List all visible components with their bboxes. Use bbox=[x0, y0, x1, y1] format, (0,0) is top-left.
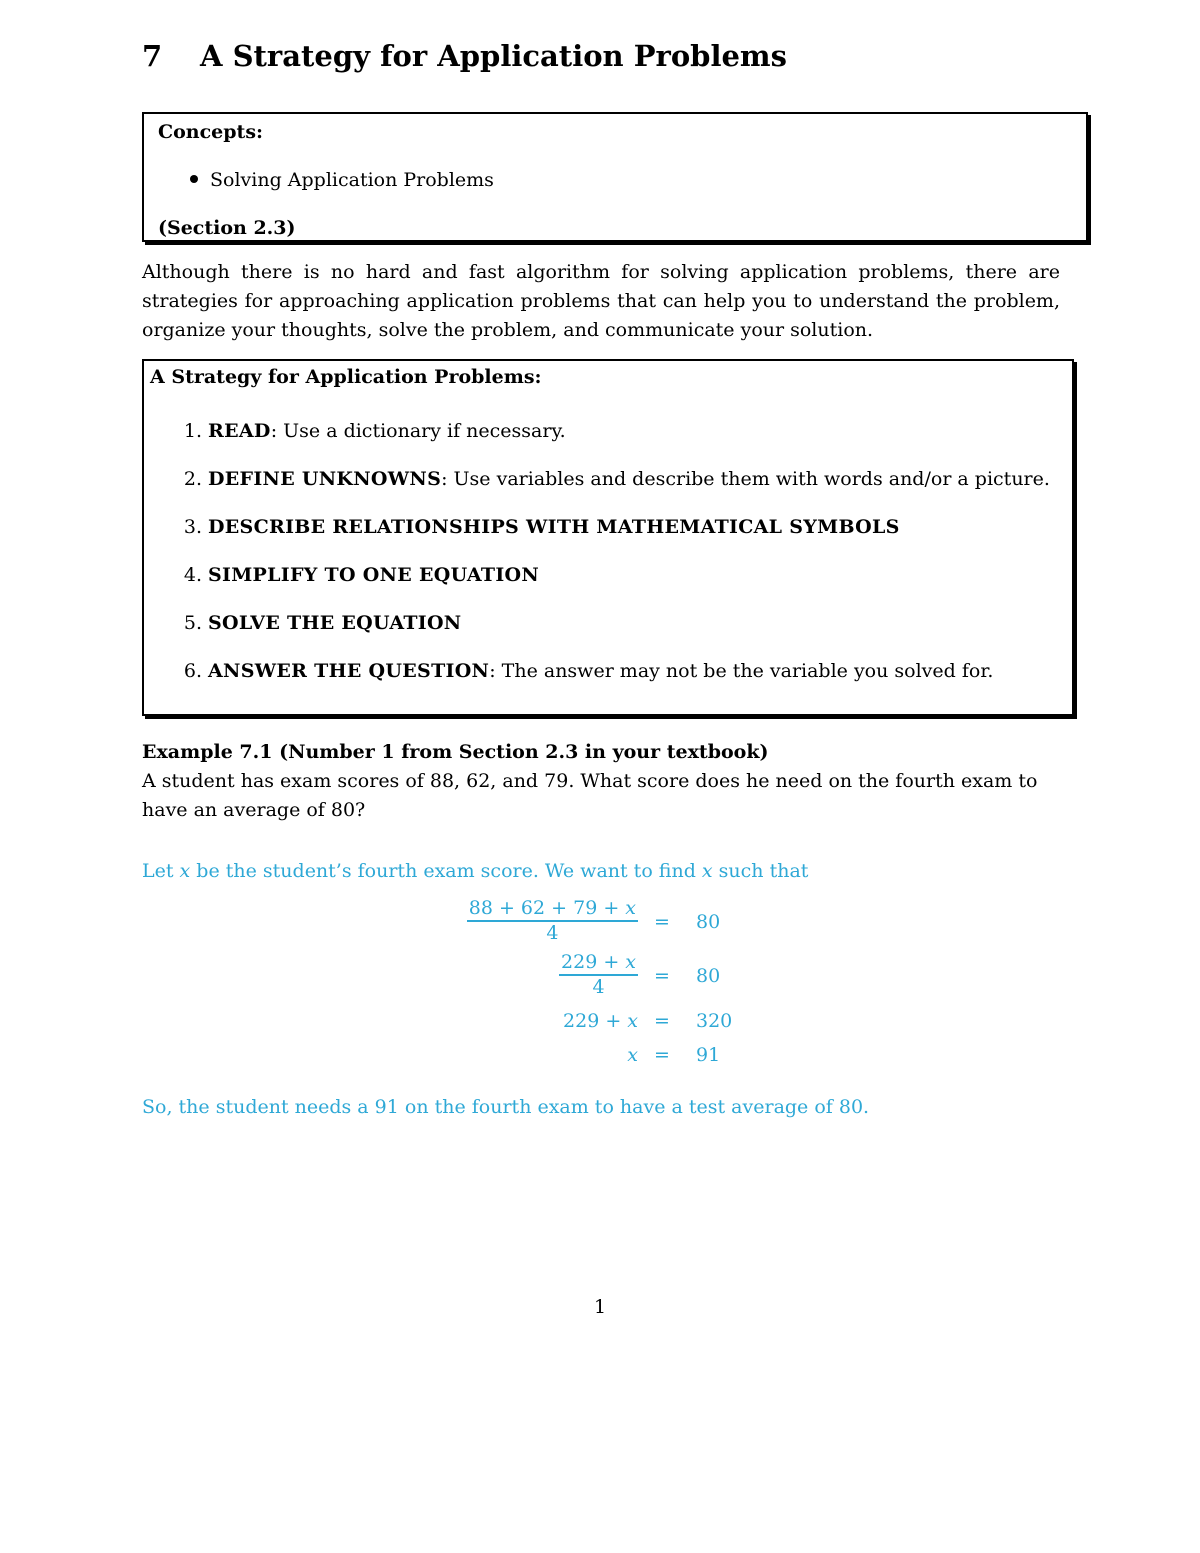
strategy-box bbox=[142, 359, 1074, 716]
equation-lhs bbox=[467, 896, 638, 944]
equation-rhs: 80 bbox=[696, 965, 721, 987]
step-body bbox=[208, 657, 1066, 685]
equation-block bbox=[468, 896, 768, 1072]
bullet-icon bbox=[190, 175, 198, 183]
equation-rhs: 91 bbox=[696, 1044, 721, 1066]
page-number: 1 bbox=[593, 1296, 607, 1318]
intro-paragraph: Although there is no hard and fast algorithm for solving application problems, there are strategies for approaching application problems that can help you to understand the problem, organize your thoughts, solve the problem, and communicate your solution. bbox=[142, 261, 1060, 341]
strategy-step bbox=[150, 513, 1066, 541]
step-number: 3. bbox=[183, 516, 202, 538]
lhs-var: x bbox=[627, 1044, 638, 1066]
equation-lhs bbox=[559, 950, 638, 998]
strategy-step bbox=[150, 609, 1066, 637]
step-label: READ bbox=[208, 420, 271, 442]
step-number: 4. bbox=[183, 564, 202, 586]
fraction-denominator: 4 bbox=[592, 976, 605, 998]
solution-intro-var2: x bbox=[701, 860, 713, 882]
step-separator: : bbox=[270, 420, 284, 442]
equation-rhs: 320 bbox=[696, 1010, 733, 1032]
step-body bbox=[208, 465, 1066, 493]
step-label: DEFINE UNKNOWNS bbox=[208, 468, 442, 490]
section-title: A Strategy for Application Problems bbox=[200, 39, 787, 73]
step-text: The answer may not be the variable you solved for. bbox=[501, 660, 994, 682]
concepts-box bbox=[142, 112, 1088, 242]
equation-row bbox=[468, 896, 768, 950]
strategy-step bbox=[150, 417, 1066, 445]
equation-rhs: 80 bbox=[696, 911, 721, 933]
step-label: SOLVE THE EQUATION bbox=[208, 612, 462, 634]
step-number: 1. bbox=[183, 420, 202, 442]
solution-intro-var: x bbox=[179, 860, 191, 882]
step-number: 6. bbox=[183, 660, 202, 682]
solution-intro-mid: be the student’s fourth exam score. We want to find bbox=[190, 860, 702, 882]
fraction-denominator: 4 bbox=[546, 922, 559, 944]
step-text: Use a dictionary if necessary. bbox=[283, 420, 566, 442]
lhs-var: x bbox=[627, 1010, 638, 1032]
strategy-heading: A Strategy for Application Problems: bbox=[150, 366, 542, 388]
step-separator: : bbox=[441, 468, 454, 490]
strategy-step bbox=[150, 465, 1066, 493]
step-label: ANSWER THE QUESTION bbox=[208, 660, 490, 682]
equals-sign: = bbox=[654, 911, 670, 933]
section-number: 7 bbox=[142, 39, 163, 73]
equation-lhs bbox=[563, 1008, 638, 1034]
numerator-text: 229 + bbox=[561, 951, 626, 973]
step-body bbox=[208, 513, 1066, 541]
equals-sign: = bbox=[654, 1044, 670, 1066]
step-label: DESCRIBE RELATIONSHIPS WITH MATHEMATICAL SYMBOLS bbox=[208, 516, 900, 538]
lhs-text: 229 + bbox=[563, 1010, 628, 1032]
strategy-step bbox=[150, 561, 1066, 589]
step-number: 5. bbox=[183, 612, 202, 634]
equals-sign: = bbox=[654, 1010, 670, 1032]
example-problem: A student has exam scores of 88, 62, and 79. What score does he need on the fourth exam to have an average of 80? bbox=[142, 770, 1038, 821]
equation-lhs bbox=[627, 1042, 638, 1068]
solution-conclusion: So, the student needs a 91 on the fourth exam to have a test average of 80. bbox=[142, 1096, 870, 1118]
fraction-numerator bbox=[559, 950, 638, 976]
equation-row bbox=[468, 1004, 768, 1038]
numerator-var: x bbox=[625, 897, 636, 919]
fraction bbox=[467, 896, 638, 944]
solution-intro-pre: Let bbox=[142, 860, 180, 882]
step-separator: : bbox=[489, 660, 502, 682]
step-body bbox=[208, 417, 1066, 445]
equation-row bbox=[468, 950, 768, 1004]
strategy-step bbox=[150, 657, 1066, 685]
step-label: SIMPLIFY TO ONE EQUATION bbox=[208, 564, 540, 586]
step-body bbox=[208, 561, 1066, 589]
fraction-numerator bbox=[467, 896, 638, 922]
concepts-section-ref: (Section 2.3) bbox=[158, 217, 296, 239]
concept-item bbox=[158, 166, 1072, 194]
solution-intro-post: such that bbox=[712, 860, 809, 882]
example-title: Example 7.1 (Number 1 from Section 2.3 in your textbook) bbox=[142, 741, 769, 763]
equation-row bbox=[468, 1038, 768, 1072]
concepts-heading: Concepts: bbox=[158, 121, 264, 143]
section-heading bbox=[142, 30, 1060, 82]
numerator-var: x bbox=[625, 951, 636, 973]
step-number: 2. bbox=[183, 468, 202, 490]
solution-intro bbox=[142, 856, 808, 886]
step-body bbox=[208, 609, 1066, 637]
fraction bbox=[559, 950, 638, 998]
numerator-text: 88 + 62 + 79 + bbox=[468, 897, 626, 919]
document-page bbox=[142, 30, 1060, 1318]
step-text: Use variables and describe them with words and/or a picture. bbox=[453, 468, 1050, 490]
concept-item-label: Solving Application Problems bbox=[210, 169, 494, 191]
equals-sign: = bbox=[654, 965, 670, 987]
strategy-steps bbox=[150, 417, 1066, 685]
